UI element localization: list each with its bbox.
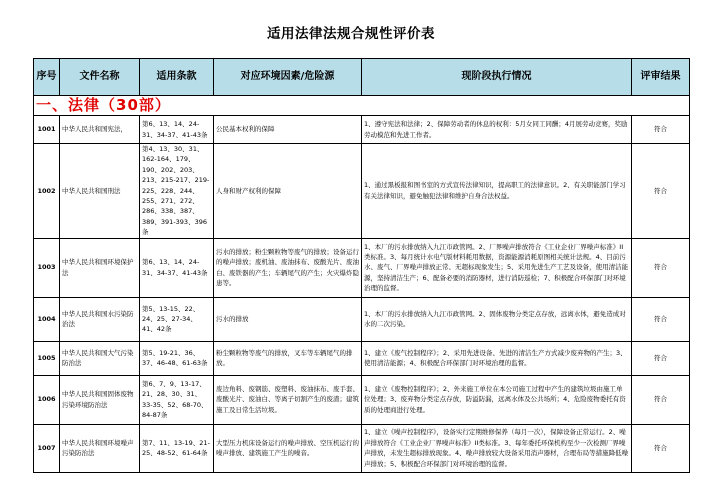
row-eval: 符合 [632,375,690,424]
row-id: 1002 [34,144,60,239]
row-eval: 符合 [632,341,690,375]
header-clause: 适用条款 [140,59,214,96]
row-status: 1、建立《废物控制程序》；2、外来施工单位在本公司施工过程中产生的建筑垃圾由施工单位处理；3、废弃物分类定点存放，防溢防漏，远离水体及公共场所；4、危险废物委托有资质的处理商进行处理。 [362,375,632,424]
row-factor: 污水的排放 [214,297,362,341]
row-eval: 符合 [632,238,690,297]
row-clause: 第4、13、30、31、162-164、179、190、202、203、213、215-217、219-225、228、244、255、271、272、286、338、387、389、391-393、396条 [140,144,214,239]
header-seq: 序号 [34,59,60,96]
row-name: 中华人民共和国宪法， [60,116,140,144]
row-factor: 大型压力机床设备运行的噪声排放、空压机运行的噪声排放、建筑施工产生的噪音。 [214,424,362,472]
section-title: 一、法律（30部） [34,96,690,116]
table-row [34,297,690,341]
row-clause: 第5、19-21、36、37、46-48、61-63条 [140,341,214,375]
header-row [34,59,690,96]
header-factor: 对应环境因素/危险源 [214,59,362,96]
header-status: 现阶段执行情况 [362,59,632,96]
row-eval: 符合 [632,116,690,144]
row-eval: 符合 [632,297,690,341]
row-clause: 第6、7、9、13-17、21、28、30、31、33-35、52、68-70、84-87条 [140,375,214,424]
row-clause: 第5、13-15、22、24、25、27-34、41、42条 [140,297,214,341]
row-id: 1001 [34,116,60,144]
table-row [34,116,690,144]
row-status: 1、建立《噪声控制程序》，设备实行定期维修保养（每月一次），保障设备正常运行。2、噪声排放符合《工业企业厂界噪声标准》II类标准。3、每年委托环保机构至少一次检测厂界噪声排放，未发生超标排放现象。4、噪声排放较大设备采用消声器材，合理布局等措施降低噪声排放；5、积极配合环保部门对环境治理的监督。 [362,424,632,472]
row-factor: 粉尘颗粒物等废气的排放，叉车等车辆尾气的排放。 [214,341,362,375]
row-name: 中华人民共和国刑法 [60,144,140,239]
row-factor: 公民基本权利的保障 [214,116,362,144]
row-id: 1007 [34,424,60,472]
row-clause: 第6、13、14、24-31、34-37、41-43条 [140,238,214,297]
row-id: 1003 [34,238,60,297]
row-status: 1、遵守宪法和法律；2、保障劳动者的休息的权利：5月女同工同酬；4月展劳动竞赛，奖励劳动模范和先进工作者。 [362,116,632,144]
row-id: 1005 [34,341,60,375]
row-name: 中华人民共和国固体废物污染环境防治法 [60,375,140,424]
table-row [34,144,690,239]
row-name: 中华人民共和国环境保护法 [60,238,140,297]
row-id: 1004 [34,297,60,341]
row-factor: 人身和财产权利的保障 [214,144,362,239]
header-eval: 评审结果 [632,59,690,96]
table-row [34,341,690,375]
row-clause: 第6、13、14、24-31、34-37、41-43条 [140,116,214,144]
row-name: 中华人民共和国环境噪声污染防治法 [60,424,140,472]
row-factor: 污水的排放；粉尘颗粒物等废气的排放；设备运行的噪声排放；废机油、废油抹布、废酸光片、废油白、废铁器的产生；车辆尾气的产生；火灾爆炸隐患等。 [214,238,362,297]
row-eval: 符合 [632,424,690,472]
row-eval: 符合 [632,144,690,239]
row-name: 中华人民共和国大气污染防治法 [60,341,140,375]
row-id: 1006 [34,375,60,424]
section-row [34,96,690,116]
regulation-table [33,58,690,473]
table-row [34,424,690,472]
page-title: 适用法律法规合规性评价表 [267,26,435,42]
row-status: 1、通过黑板报和图书室的方式宣传法律知识，提高职工的法律意识。2、有关职能部门学习有关法律知识，避免触犯法律和维护自身合法权益。 [362,144,632,239]
row-name: 中华人民共和国水污染防治法 [60,297,140,341]
row-clause: 第7、11、13-19、21-25、48-52、61-64条 [140,424,214,472]
table-row [34,238,690,297]
row-status: 1、建立《废气控制程序》；2、采用先进设备、先进的清洁生产方式减少废弃物的产生；3、使用清洁能源；4、积极配合环保部门对环境治理的监督。 [362,341,632,375]
row-factor: 废边角料、废钢筋、废塑料、废油抹布、废手套、废酸光片、废油白、等离子切割产生的废渣；建筑施工及日常生活垃圾。 [214,375,362,424]
header-name: 文件名称 [60,59,140,96]
table-row [34,375,690,424]
row-status: 1、本厂的污水排放纳入九江市政管网。2、厂界噪声排放符合《工业企业厂界噪声标准》II类标准。3、每月统计水电气版材料耗用数据，资源能源消耗原图相关统计法规。4、目前污水、废气、厂界噪声排放正常、无超标现象发生；5、采用先进生产工艺及设备，使用清洁能源，坚持清洁生产；6、配备必要的消防器材，进行消防巡检；7、积极配合环保部门对环境治理的监督。 [362,238,632,297]
row-status: 1、本厂的污水排放纳入九江市政管网。2、固体废物分类定点存放，远离水体，避免造成对水的二次污染。 [362,297,632,341]
